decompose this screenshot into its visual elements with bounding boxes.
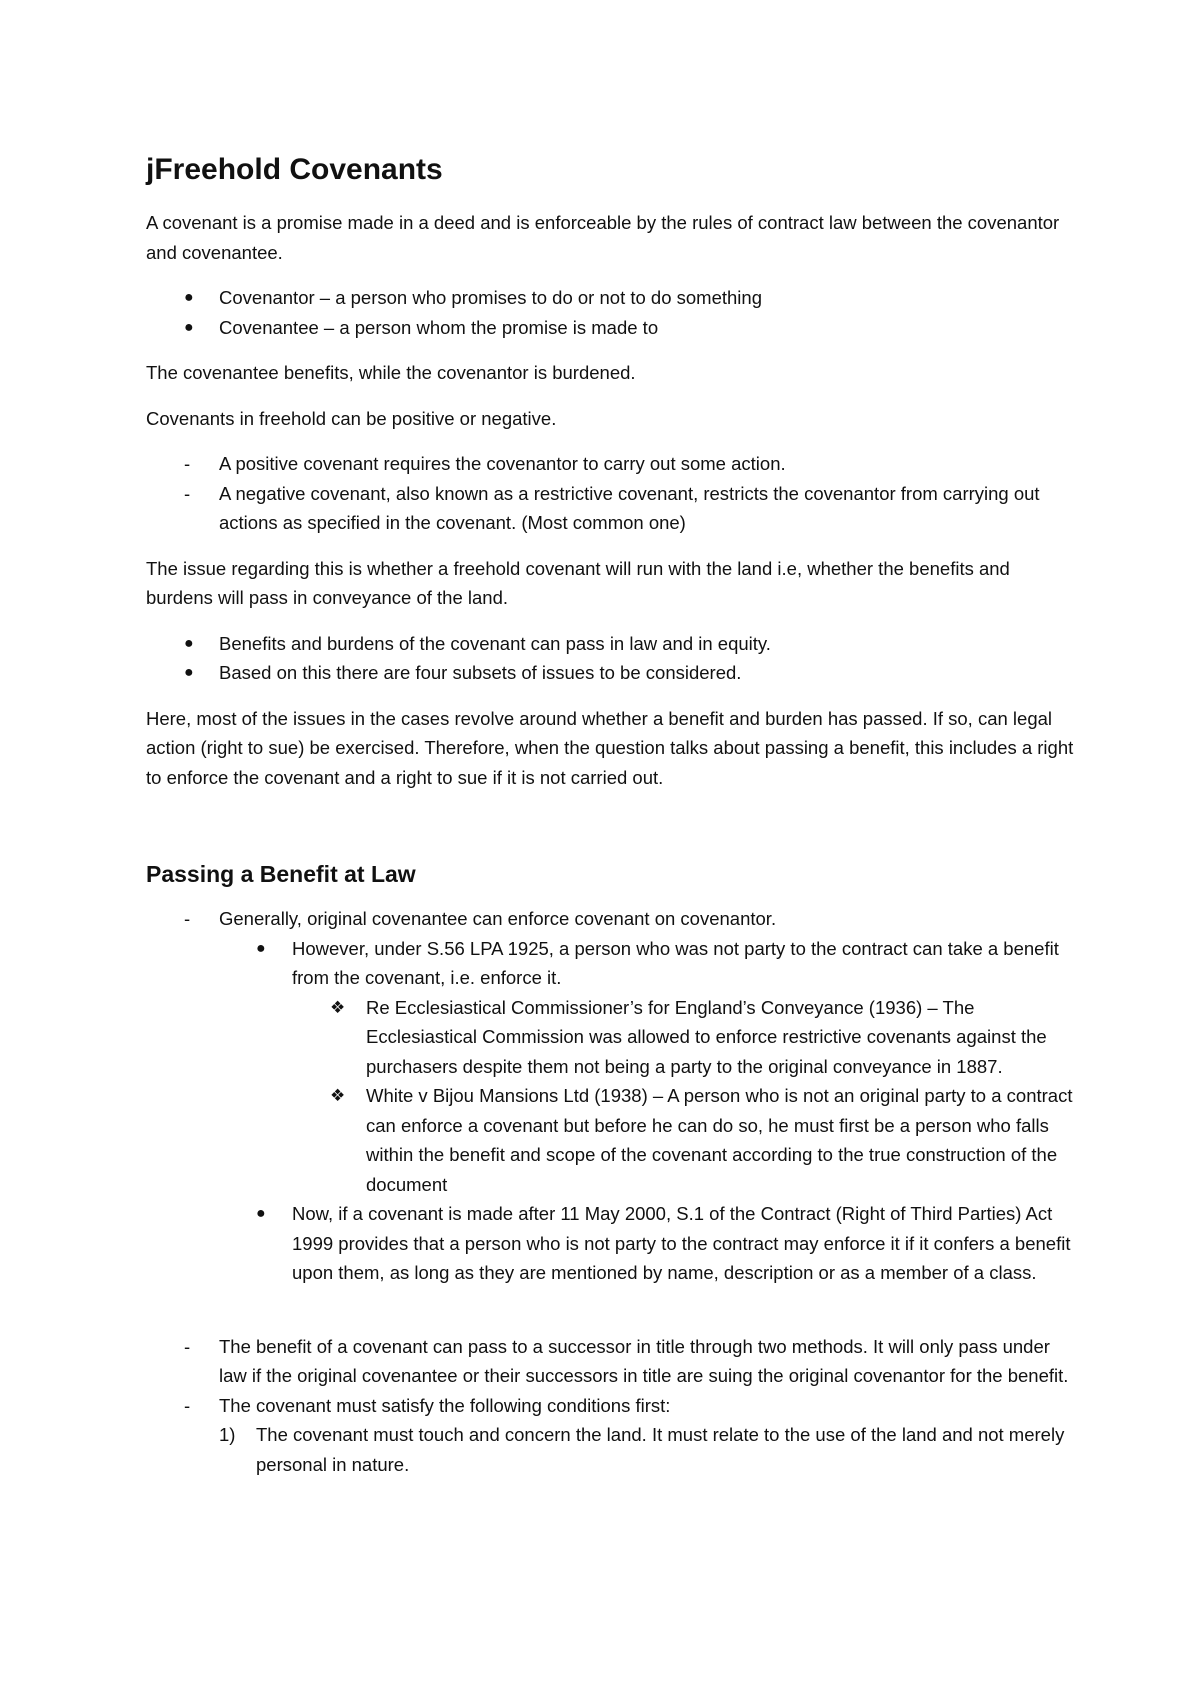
section-point-text: Now, if a covenant is made after 11 May 2000, S.1 of the Contract (Right of Third Parties) Act 1999 provides that a person who is not party to the contract may enforce it if it confers a benefit upon them, as long as they are mentioned by name, description or as a member of a class. <box>292 1203 1071 1283</box>
dash-icon: - <box>184 453 191 474</box>
issue-point-text: Benefits and burdens of the covenant can pass in law and in equity. <box>219 632 771 654</box>
list-item <box>146 449 1076 479</box>
section-list <box>146 1332 1076 1480</box>
benefits-paragraph: The covenantee benefits, while the covenantor is burdened. <box>146 362 636 383</box>
list-item <box>146 1332 1076 1391</box>
document-title: jFreehold Covenants <box>146 153 443 186</box>
list-item <box>146 479 1076 538</box>
definitions-list <box>146 283 1076 342</box>
list-item <box>146 629 1076 659</box>
types-paragraph: Covenants in freehold can be positive or negative. <box>146 407 557 429</box>
condition-text: The covenant must touch and concern the land. It must relate to the use of the land and not merely personal in nature. <box>256 1424 1065 1475</box>
dash-icon: - <box>184 1335 191 1357</box>
section-point-text: The benefit of a covenant can pass to a successor in title through two methods. It will only pass under law if the original covenantee or their successors in title are suing the original covenantor for the benefit. <box>219 1335 1069 1386</box>
list-item <box>146 283 1076 313</box>
bullet-icon: ● <box>184 318 194 336</box>
bullet-icon: ● <box>256 939 266 957</box>
issue-point-text: Based on this there are four subsets of issues to be considered. <box>219 662 742 683</box>
bullet-icon: ● <box>184 634 194 652</box>
diamond-bullet-icon: ❖ <box>330 1086 346 1105</box>
type-text: A negative covenant, also known as a restrictive covenant, restricts the covenantor from carrying out actions as specified in the covenant. (Most common one) <box>219 482 1040 533</box>
types-list <box>146 449 1076 538</box>
spacer <box>146 808 1076 858</box>
spacer <box>146 1304 1076 1332</box>
type-text: A positive covenant requires the covenantor to carry out some action. <box>219 453 786 474</box>
section-point-text: Generally, original covenantee can enforce covenant on covenantor. <box>219 908 777 929</box>
issue-paragraph: The issue regarding this is whether a freehold covenant will run with the land i.e, whether the benefits and burdens will pass in conveyance of the land. <box>146 557 1010 608</box>
definition-text: Covenantee – a person whom the promise is made to <box>219 316 659 338</box>
case-text: Re Ecclesiastical Commissioner’s for England’s Conveyance (1936) – The Ecclesiastical Commission was allowed to enforce restrictive covenants against the purchasers despite them not being a party to the original conveyance in 1887. <box>366 996 1047 1077</box>
document-body <box>146 150 1076 1495</box>
list-item <box>146 993 1076 1082</box>
intro-paragraph: A covenant is a promise made in a deed and is enforceable by the rules of contract law between the covenantor and covenantee. <box>146 212 1060 263</box>
list-item <box>146 658 1076 688</box>
bullet-icon: ● <box>184 664 194 681</box>
case-text: White v Bijou Mansions Ltd (1938) – A person who is not an original party to a contract can enforce a covenant but before he can do so, he must first be a person who falls within the benefit and scope of the covenant according to the true construction of the document <box>366 1085 1073 1195</box>
dash-icon: - <box>184 908 191 929</box>
bullet-icon: ● <box>256 1205 266 1222</box>
list-number: 1) <box>219 1424 236 1445</box>
here-paragraph: Here, most of the issues in the cases revolve around whether a benefit and burden has passed. If so, can legal action (right to sue) be exercised. Therefore, when the question talks about passing a benefit, this includes a right to enforce the covenant and a right to sue if it is not carried out. <box>146 707 1074 788</box>
list-item <box>146 1391 1076 1421</box>
list-item <box>146 934 1076 993</box>
dash-icon: - <box>184 1394 191 1416</box>
list-item <box>146 1420 1076 1479</box>
section-point-text: However, under S.56 LPA 1925, a person who was not party to the contract can take a benefit from the covenant, i.e. enforce it. <box>292 937 1059 988</box>
dash-icon: - <box>184 482 191 504</box>
bullet-icon: ● <box>184 289 194 306</box>
diamond-bullet-icon: ❖ <box>330 997 346 1017</box>
list-item <box>146 313 1076 343</box>
issue-list <box>146 629 1076 688</box>
section-heading: Passing a Benefit at Law <box>146 861 416 887</box>
list-item <box>146 904 1076 934</box>
section-list <box>146 904 1076 1288</box>
definition-text: Covenantor – a person who promises to do or not to do something <box>219 287 762 308</box>
section-point-text: The covenant must satisfy the following conditions first: <box>219 1394 671 1416</box>
list-item <box>146 1081 1076 1199</box>
list-item <box>146 1199 1076 1288</box>
